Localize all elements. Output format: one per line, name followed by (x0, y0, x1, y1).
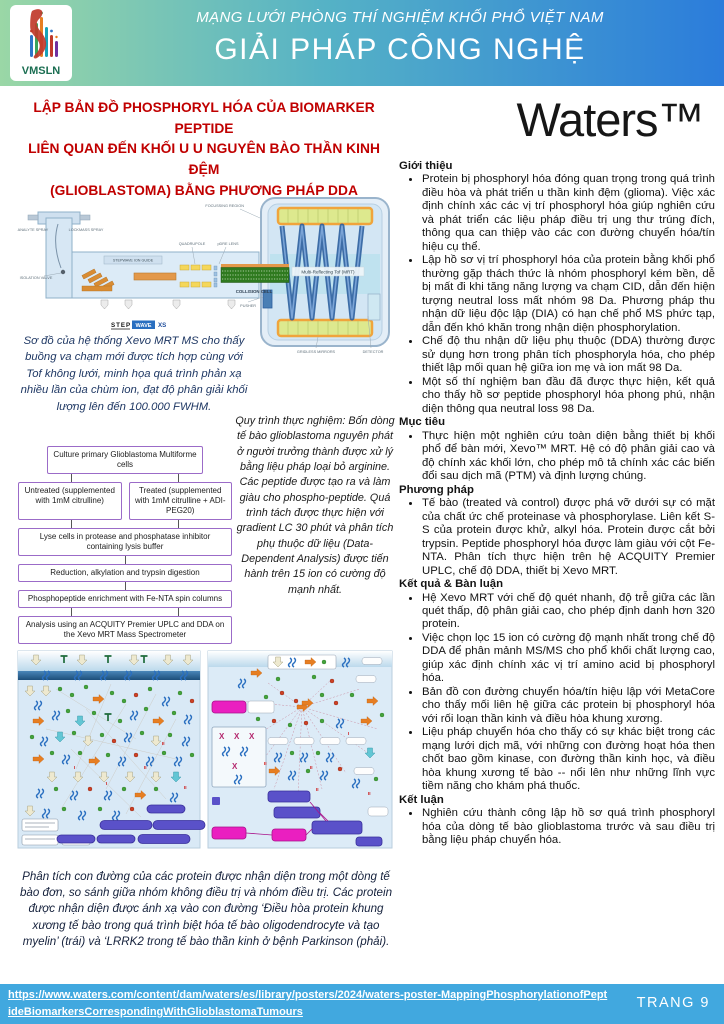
bullet-item: • Việc chọn lọc 15 ion có cường độ mạnh nhất trong chế độ DDA để phân mảnh MS/MS cho phổ khối chất lượng cao, giúp xác định chính xác vị trí amino acid bị phosphoryl hóa. (421, 632, 715, 686)
bullet-item: • Tế bào (treated và control) được phá vỡ dưới sự có mặt của chất ức chế proteinase và phosphorylase. Liên kết S-S của protein được khử, alkyl hóa. Protein được cắt bởi trypsin. Peptide phosphoryl hóa được làm giàu với cột Fe-NTA. Phân tích thực hiện trên hệ ACQUITY Premier UPLC, chế độ DDA, thiết bị Xevo MRT. (421, 497, 715, 578)
page-title: GIẢI PHÁP CÔNG NGHỆ (214, 33, 586, 66)
label-isolation-valve: ISOLATION VALVE (19, 276, 53, 280)
instrument-caption: Sơ đồ của hệ thống Xevo MRT MS cho thấy buồng va chạm mới được tích hợp cùng với Tof không lưới, minh họa quá trình phản xạ nhiều lần của chùm ion, đạt độ phân giải khối lượng lên đến 100.000 FWHM. (20, 335, 248, 413)
section-bullets (399, 807, 715, 847)
svg-text:II: II (264, 761, 267, 766)
label-detector: DETECTOR (362, 350, 384, 354)
section-bullets (399, 592, 715, 794)
section-heading: Phương pháp (399, 483, 474, 496)
svg-text:II: II (310, 765, 313, 770)
svg-text:II: II (368, 791, 371, 796)
pathway-diagram (16, 649, 394, 863)
pathway-left-panel (18, 651, 205, 848)
workflow-step: Reduction, alkylation and trypsin digestion (18, 564, 232, 582)
label-lockmass-spray: LOCKMASS SPRAY (68, 228, 104, 232)
bullet-item: • Liệu pháp chuyển hóa cho thấy có sự khác biệt trong các mạng lưới dịch mã, với những con đường hoạt hóa then chốt bao gồm kinase, con đường thần kinh học, và điều hòa khung xương tế bào -- nổi lên như những lĩnh vực tiềm năng cho khám phá thuốc. (421, 726, 715, 793)
workflow-flowchart (18, 446, 232, 644)
article-title-line: (GLIOBLASTOMA) BẰNG PHƯƠNG PHÁP DDA (50, 182, 358, 198)
header-banner (0, 0, 724, 86)
article-title (13, 98, 395, 201)
workflow-step: Phosphopeptide enrichment with Fe-NTA spin columns (18, 590, 232, 608)
svg-text:X: X (232, 762, 238, 771)
instrument-diagram (16, 194, 394, 356)
workflow-note: Quy trình thực nghiệm: Bốn dòng tế bào glioblastoma nguyên phát ở người trưởng thành được xử lý bằng liệu pháp loại bỏ arginine. Các peptide được tạo ra và làm giàu cho phospho-peptide. Quá trình tách được thực hiện với gradient LC 30 phút và phân tích phụ thuộc dữ liệu (Data-Dependent Analysis) được tiến hành trên 15 ion có cường độ mạnh nhất. (235, 415, 395, 596)
workflow-step: Analysis using an ACQUITY Premier UPLC and DDA on the Xevo MRT Mass Spectrometer (18, 616, 232, 644)
pathway-right-panel (208, 651, 392, 848)
label-stepwave-ion-guide: STEPWAVE ION GUIDE (112, 258, 154, 263)
label-quadrupole: QUADRUPOLE (178, 242, 206, 246)
svg-text:X: X (234, 732, 240, 741)
label-pdre-lens: pDRE LENS (217, 242, 239, 246)
workflow-step: Untreated (supplemented with 1mM citrulline) (18, 482, 122, 520)
svg-text:II: II (184, 785, 187, 790)
vmsln-logo-text: VMSLN (21, 65, 61, 77)
svg-text:II: II (316, 787, 319, 792)
article-title-line: LIÊN QUAN ĐẾN KHỐI U U NGUYÊN BÀO THẦN KINH ĐỆM (28, 141, 380, 178)
bullet-item: • Chế độ thu nhận dữ liệu phụ thuộc (DDA) thường được sử dụng hơn trong phân tích phosphoryla hóa, cho phép thiết lập mối quan hệ giữa ion mẹ và ion mất 98 Da. (421, 335, 715, 375)
bullet-item: • Thực hiện một nghiên cứu toàn diện bằng thiết bị khối phổ để bàn mới, Xevo™ MRT. Hệ có độ phân giải cao và độ chính xác khối lớn, cho phép mô tả chính xác các biến đổi sau dịch mã (PTM) và định lượng chúng. (421, 430, 715, 484)
workflow-step: Culture primary Glioblastoma Multiforme cells (47, 446, 203, 474)
svg-text:I: I (74, 765, 76, 770)
label-collision-cell: COLLISION CELL (235, 289, 273, 294)
label-analyte-spray: ANALYTE SPRAY (17, 228, 49, 232)
bullet-item: • Protein bị phosphoryl hóa đóng quan trọng trong quá trình điều hòa và phát triển u thần kinh đệm (glioma). Việc xác định chính xác các vị trí phosphoryl hóa giúp nghiên cứu và phát triển các liệu pháp điều trị ung thư trúng đích, thông qua can thiệp vào các con đường chuyển hóa/tín hiệu cụ thể. (421, 173, 715, 254)
workflow-step: Treated (supplemented with 1mM citrulline + ADI-PEG20) (129, 482, 233, 520)
svg-text:X: X (249, 732, 255, 741)
svg-text:I: I (106, 781, 108, 786)
svg-text:X: X (219, 732, 225, 741)
stepwave-logo-xs: XS (158, 322, 167, 329)
section-bullets (399, 497, 715, 578)
bullet-item: • Hệ Xevo MRT với chế độ quét nhanh, độ trễ giữa các lần quét thấp, độ phân giải cao, cho phép định danh hơn 320 protein. (421, 592, 715, 632)
source-link[interactable]: https://www.waters.com/content/dam/waters/es/library/posters/2024/waters-poster-MappingPhosphorylationofPeptideBiomarkersCorrespondingWithGlioblastomaTumours (8, 989, 608, 1019)
network-name: MẠNG LƯỚI PHÒNG THÍ NGHIỆM KHỐI PHỔ VIỆT NAM (196, 9, 604, 26)
waters-logo: Waters™ (516, 93, 704, 146)
section-heading: Giới thiệu (399, 160, 453, 172)
workflow-step: Lyse cells in protease and phosphatase inhibitor containing lysis buffer (18, 528, 232, 556)
label-focussing-region: FOCUSSING REGION (205, 204, 244, 208)
svg-text:II: II (144, 765, 147, 770)
section-heading: Mục tiêu (399, 416, 446, 429)
stepwave-logo-wave: WAVE (135, 323, 152, 329)
bullet-item: • Bản đồ con đường chuyển hóa/tín hiệu lập với MetaCore cho thấy mối liên hệ giữa các protein bị phosphoryl hóa với rối loạn thần kinh và điều hòa khung xương. (421, 686, 715, 726)
label-mrt: Multi-Reflecting Tof (MRT) (301, 269, 355, 275)
label-pusher: PUSHER (240, 304, 256, 308)
vmsln-logo-graphic (10, 5, 72, 81)
footer-bar (0, 984, 724, 1024)
header-titles (90, 9, 710, 67)
article-title-line: LẬP BẢN ĐỒ PHOSPHORYL HÓA CỦA BIOMARKER PEPTIDE (33, 100, 375, 136)
pathway-caption: Phân tích con đường của các protein được nhận diện trong một dòng tế bào đơn, so sánh giữa nhóm không điều trị và nhóm điều trị. Các protein được nhận diện được ánh xạ vào con đường ‘Điều hòa protein khung xương tế bào trong quá trình biệt hóa tế bào oligodendrocyte và tạo myelin’ (trái) và ‘LRRK2 trong tế bào thần kinh ở bệnh Parkinson (phải). (19, 870, 393, 948)
section-bullets (399, 173, 715, 416)
svg-text:II: II (162, 741, 165, 746)
svg-text:I: I (348, 731, 350, 736)
content-column (399, 160, 715, 848)
bullet-item: • Lập hồ sơ vị trí phosphoryl hóa của protein bằng khối phổ thường gặp thách thức là nhóm phosphoryl kém bền, dễ bị mất đi khi tăng năng lượng va chạm CID, dẫn đến hiện tượng neutral loss mất nhóm 98 Da. Phương pháp thu nhận dữ liệu độc lập (DIA) có hạn chế phổ MS phức tạp, dẫn đến khó khăn trong nhận diện phosphorylation. (421, 254, 715, 335)
section-bullets (399, 430, 715, 484)
label-gridless-mirrors: GRIDLESS MIRRORS (296, 350, 336, 354)
vmsln-logo (10, 5, 72, 81)
page-number: TRANG 9 (636, 995, 710, 1011)
bullet-item: • Nghiên cứu thành công lập hồ sơ quá trình phosphoryl hóa của dòng tế bào glioblastoma trước và sau điều trị bằng liệu pháp chuyển hóa. (421, 807, 715, 847)
bullet-item: • Một số thí nghiệm ban đầu đã được thực hiện, kết quả cho thấy hồ sơ peptide phosphoryl hóa phong phú, nhận diện thông qua neutral loss 98 Da. (421, 376, 715, 416)
section-heading: Kết quả & Bàn luận (399, 578, 503, 591)
section-heading: Kết luận (399, 793, 444, 806)
stepwave-logo-step: STEP (111, 322, 132, 329)
